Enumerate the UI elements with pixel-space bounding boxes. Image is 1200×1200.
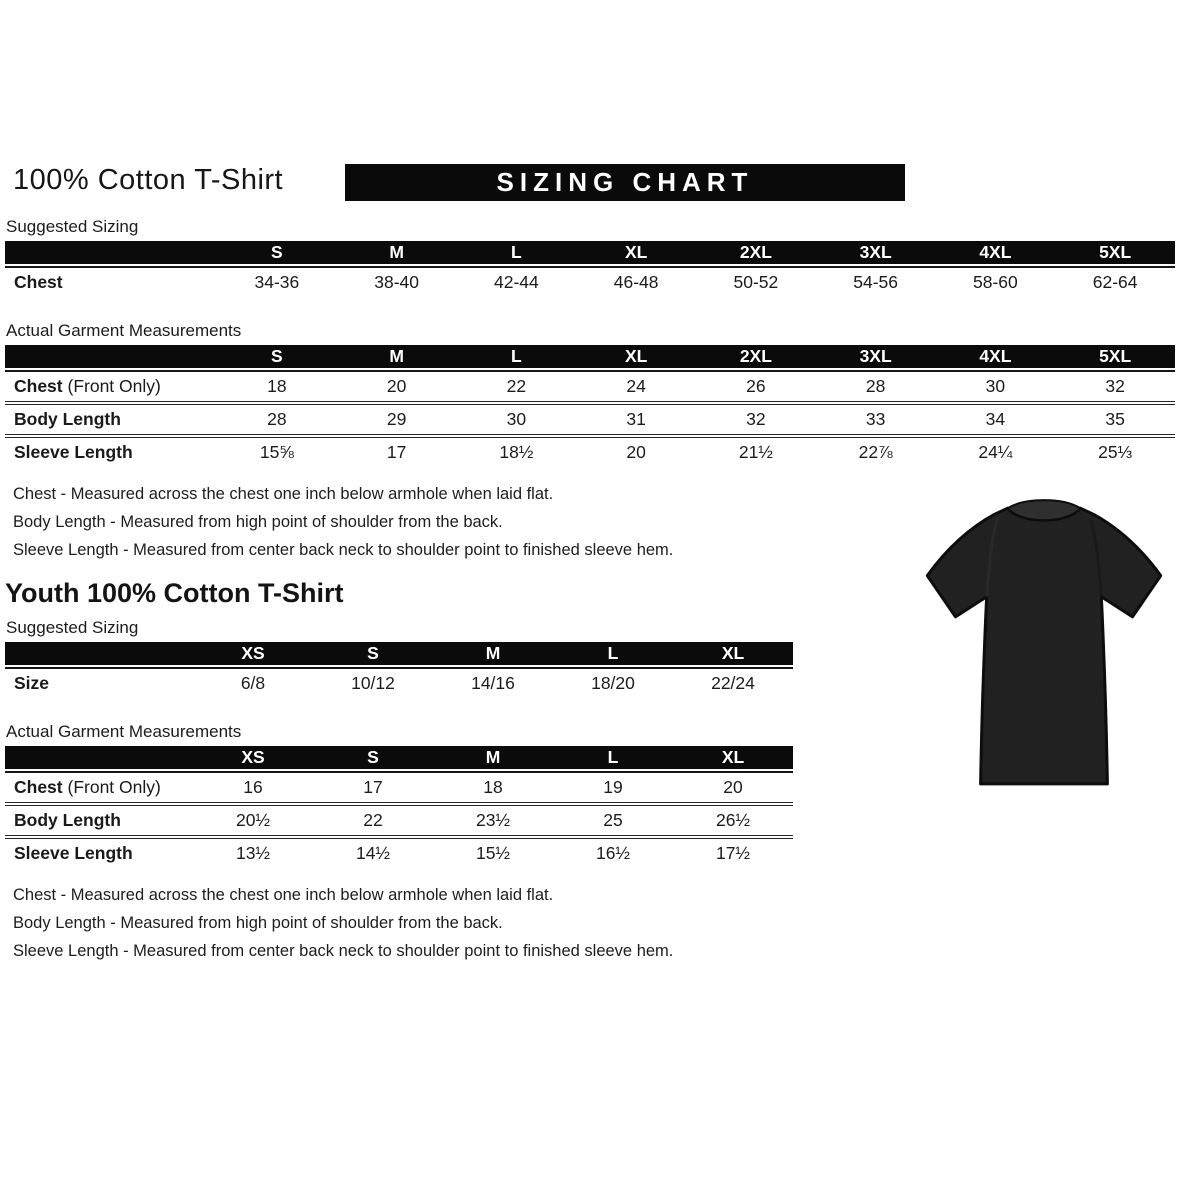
row-label: Body Length	[14, 409, 121, 429]
cell: 14/16	[471, 673, 515, 693]
black-tshirt-image	[893, 478, 1195, 810]
cell: 16½	[595, 843, 631, 863]
cell: 20½	[235, 810, 271, 830]
cell: 16	[243, 777, 263, 797]
cell: 28	[267, 409, 287, 429]
table-row-chest	[5, 372, 1175, 401]
adult-suggested-body	[5, 268, 1175, 297]
header-spacer	[5, 241, 217, 264]
cell: 18	[483, 777, 503, 797]
cell: 17	[363, 777, 383, 797]
table-row-sleeve-length	[5, 434, 1175, 467]
cell: 31	[626, 409, 646, 429]
cell: 22⅞	[858, 442, 893, 462]
table-row-chest	[5, 773, 793, 802]
cell: 20	[723, 777, 743, 797]
size-col-header: XL	[624, 346, 648, 366]
cell: 22	[363, 810, 383, 830]
size-col-header: M	[389, 242, 404, 262]
size-col-header: 4XL	[979, 346, 1012, 366]
cell: 18	[267, 376, 287, 396]
size-col-header: S	[271, 346, 283, 366]
row-label: Size	[14, 673, 50, 693]
note-body-length: Body Length - Measured from high point of shoulder from the back.	[13, 513, 503, 531]
adult-garment-measurements-label: Actual Garment Measurements	[6, 321, 242, 340]
youth-measurement-notes	[13, 881, 1200, 965]
cell: 35	[1105, 409, 1125, 429]
cell: 46-48	[613, 272, 659, 292]
size-col-header: M	[485, 643, 501, 663]
cell: 32	[746, 409, 766, 429]
table-row-sleeve-length	[5, 835, 793, 868]
size-col-header: M	[389, 346, 404, 366]
cell: 22/24	[711, 673, 755, 693]
size-col-header: S	[367, 643, 379, 663]
cell: 17	[386, 442, 407, 462]
cell: 26	[746, 376, 766, 396]
size-col-header: XS	[241, 747, 265, 767]
size-col-header: L	[511, 242, 522, 262]
adult-garment-body	[5, 372, 1175, 467]
youth-suggested-sizing-label: Suggested Sizing	[6, 618, 139, 637]
cell: 42-44	[493, 272, 539, 292]
cell: 25⅓	[1098, 442, 1133, 462]
size-col-header: 5XL	[1099, 242, 1132, 262]
adult-suggested-header-row	[5, 241, 1175, 264]
note-sleeve-length: Sleeve Length - Measured from center back neck to shoulder point to finished sleeve hem.	[13, 541, 674, 559]
note-chest: Chest - Measured across the chest one inch below armhole when laid flat.	[13, 485, 554, 503]
size-col-header: 2XL	[739, 242, 772, 262]
size-col-header: 2XL	[739, 346, 772, 366]
page-title: 100% Cotton T-Shirt	[13, 164, 284, 196]
cell: 58-60	[972, 272, 1018, 292]
size-col-header: 5XL	[1099, 346, 1132, 366]
cell: 24	[626, 376, 646, 396]
cell: 50-52	[733, 272, 779, 292]
cell: 20	[626, 442, 646, 462]
cell: 30	[985, 376, 1006, 396]
cell: 29	[386, 409, 407, 429]
size-col-header: XL	[721, 747, 745, 767]
cell: 24¼	[978, 442, 1013, 462]
cell: 18½	[499, 442, 534, 462]
size-col-header: XL	[721, 643, 745, 663]
size-col-header: L	[607, 643, 619, 663]
cell: 25	[603, 810, 623, 830]
cell: 6/8	[240, 673, 266, 693]
cell: 54-56	[853, 272, 898, 292]
youth-garment-header-row	[5, 746, 793, 769]
row-label: Sleeve Length	[14, 843, 133, 863]
cell: 17½	[715, 843, 751, 863]
table-row-size	[5, 669, 793, 698]
adult-garment-measurements-table	[5, 345, 1175, 467]
row-label: Sleeve Length	[14, 442, 133, 462]
size-col-header: 3XL	[859, 242, 892, 262]
adult-suggested-sizing-label: Suggested Sizing	[6, 217, 139, 236]
table-row-chest	[5, 268, 1175, 297]
cell: 62-64	[1092, 272, 1138, 292]
note-chest: Chest - Measured across the chest one inch below armhole when laid flat.	[13, 886, 554, 904]
cell: 18/20	[591, 673, 635, 693]
cell: 14½	[355, 843, 391, 863]
cell: 34	[985, 409, 1006, 429]
cell: 10/12	[351, 673, 395, 693]
cell: 19	[603, 777, 623, 797]
cell: 38-40	[374, 272, 419, 292]
adult-suggested-sizing-table	[5, 241, 1175, 297]
sizing-chart-banner: SIZING CHART	[345, 164, 905, 201]
note-sleeve-length: Sleeve Length - Measured from center back neck to shoulder point to finished sleeve hem.	[13, 942, 674, 960]
cell: 13½	[235, 843, 271, 863]
cell: 26½	[715, 810, 751, 830]
youth-garment-measurements-label: Actual Garment Measurements	[6, 722, 242, 741]
youth-section-title: Youth 100% Cotton T-Shirt	[5, 578, 344, 608]
cell: 20	[386, 376, 407, 396]
youth-suggested-header-row	[5, 642, 793, 665]
table-row-body-length	[5, 802, 793, 835]
size-col-header: 4XL	[979, 242, 1012, 262]
cell: 33	[865, 409, 886, 429]
table-row-body-length	[5, 401, 1175, 434]
youth-garment-measurements-table	[5, 746, 793, 868]
row-label: Chest (Front Only)	[14, 777, 161, 797]
row-label: Chest (Front Only)	[14, 376, 161, 396]
header-spacer	[5, 746, 193, 769]
cell: 15⅝	[259, 442, 294, 462]
size-col-header: S	[367, 747, 379, 767]
size-col-header: XL	[624, 242, 648, 262]
size-col-header: XS	[241, 643, 265, 663]
header-spacer	[5, 642, 193, 665]
header-spacer	[5, 345, 217, 368]
size-col-header: S	[271, 242, 283, 262]
size-col-header: L	[511, 346, 522, 366]
size-col-header: M	[485, 747, 501, 767]
cell: 34-36	[254, 272, 300, 292]
note-body-length: Body Length - Measured from high point of shoulder from the back.	[13, 914, 503, 932]
cell: 30	[506, 409, 527, 429]
cell: 15½	[475, 843, 511, 863]
cell: 21½	[738, 442, 773, 462]
cell: 23½	[475, 810, 511, 830]
adult-garment-header-row	[5, 345, 1175, 368]
youth-garment-body	[5, 773, 793, 868]
size-col-header: 3XL	[859, 346, 892, 366]
row-label: Body Length	[14, 810, 121, 830]
youth-suggested-sizing-table	[5, 642, 793, 698]
row-label: Chest	[14, 272, 63, 292]
cell: 28	[865, 376, 886, 396]
cell: 32	[1105, 376, 1125, 396]
youth-suggested-body	[5, 669, 793, 698]
cell: 22	[506, 376, 527, 396]
size-col-header: L	[607, 747, 619, 767]
header	[0, 164, 1200, 208]
